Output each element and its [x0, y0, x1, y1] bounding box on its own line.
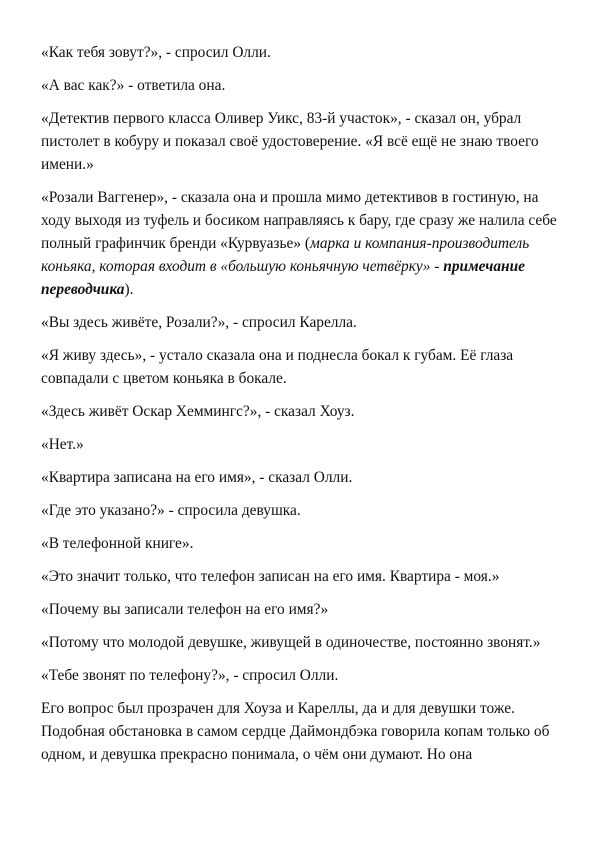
paragraph-3: «Детектив первого класса Оливер Уикс, 83-й участок», - сказал он, убрал пистолет в кобуру и показал своё удостоверение. «Я всё ещё не знаю твоего имени.»: [41, 110, 539, 173]
paragraph-11: «В телефонной книге».: [41, 535, 194, 552]
translator-note-label: примечание переводчика: [41, 258, 525, 298]
paragraph-13: «Почему вы записали телефон на его имя?»: [41, 601, 329, 618]
paragraph-4-main: «Розали Ваггенер», - сказала она и прошла мимо детективов в гостиную, на ходу выходя из туфель и босиком направляясь к бару, где сразу же налила себе полный графинчик бренди «Курвуазье» (: [41, 189, 557, 252]
paragraph-16: Его вопрос был прозрачен для Хоуза и Кареллы, да и для девушки тоже. Подобная обстановка в самом сердце Даймондбэка говорила копам только об одном, и девушка прекрасно понимала, о чём они думают. Но она: [41, 700, 550, 763]
paragraph-8: «Нет.»: [41, 436, 84, 453]
paragraph-1: «Как тебя зовут?», - спросил Олли.: [41, 44, 271, 61]
paragraph-12: «Это значит только, что телефон записан на его имя. Квартира - моя.»: [41, 568, 500, 585]
paragraph-6: «Я живу здесь», - устало сказала она и поднесла бокал к губам. Её глаза совпадали с цветом коньяка в бокале.: [41, 347, 514, 387]
paragraph-2: «А вас как?» - ответила она.: [41, 77, 226, 94]
paragraph-5: «Вы здесь живёте, Розали?», - спросил Карелла.: [41, 314, 357, 331]
paragraph-10: «Где это указано?» - спросила девушка.: [41, 502, 301, 519]
paragraph-9: «Квартира записана на его имя», - сказал Олли.: [41, 469, 353, 486]
translator-note-close: ).: [124, 281, 134, 298]
paragraph-15: «Тебе звонят по телефону?», - спросил Олли.: [41, 667, 339, 684]
paragraph-14: «Потому что молодой девушке, живущей в одиночестве, постоянно звонят.»: [41, 634, 541, 651]
paragraph-4: [41, 186, 561, 301]
paragraph-7: «Здесь живёт Оскар Хеммингс?», - сказал Хоуз.: [41, 403, 355, 420]
document-body: [41, 41, 561, 776]
translator-note-text: марка и компания-производитель коньяка, которая входит в «большую коньячную четвёрку» -: [41, 235, 530, 275]
